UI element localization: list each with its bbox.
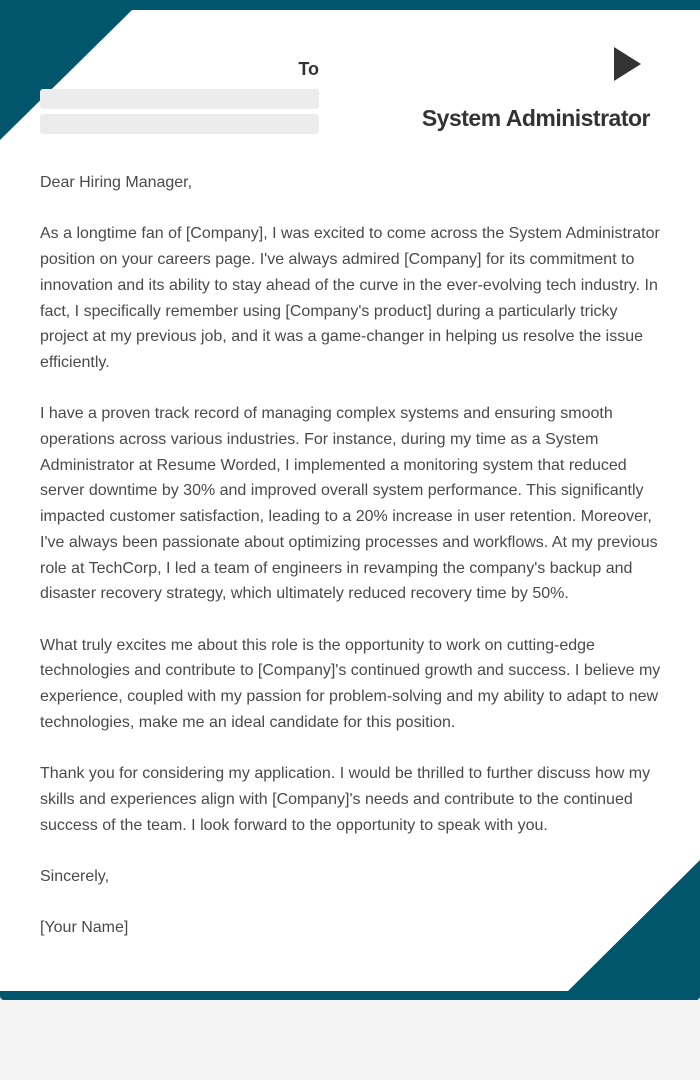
- paragraph-motivation: What truly excites me about this role is the opportunity to work on cutting-edge technologies and contribute to [Company]'s continued growth and success. I believe my experience, coupled with my passion for problem-solving and my ability to adapt to new technologies, make me an ideal candidate for this position.: [40, 636, 661, 731]
- recipient-address-placeholder-line-2: [40, 114, 319, 134]
- job-title: System Administrator: [421, 105, 650, 131]
- play-icon: [614, 47, 641, 81]
- salutation: Dear Hiring Manager,: [40, 174, 193, 191]
- paragraph-intro: As a longtime fan of [Company], I was excited to come across the System Administrator position on your careers page. I've always admired [Company] for its commitment to innovation and its ability to stay ahead of the curve in the ever-evolving tech industry. In fact, I specifically remember using [Company's product] during a particularly tricky project at my previous job, and it was a game-changer in helping us resolve the issue efficiently.: [40, 225, 660, 371]
- closing: Sincerely,: [40, 867, 110, 885]
- paragraph-experience: I have a proven track record of managing complex systems and ensuring smooth operations across various industries. For instance, during my time as a System Administrator at Resume Worded, I implemented a monitoring system that reduced server downtime by 30% and improved overall system performance. This significantly impacted customer satisfaction, leading to a 20% increase in user retention. Moreover, I've always been passionate about optimizing processes and workflows. At my previous role at TechCorp, I led a team of engineers in revamping the company's backup and disaster recovery strategy, which ultimately reduced recovery time by 50%.: [40, 405, 658, 603]
- bottom-accent-band: [0, 991, 700, 1000]
- letter-body: [40, 170, 668, 967]
- recipient-label: To: [298, 59, 319, 79]
- paragraph-closing: Thank you for considering my application. I would be thrilled to further discuss how my skills and experiences align with [Company]'s needs and contribute to the continued success of the team. I look forward to the opportunity to speak with you.: [40, 765, 651, 834]
- recipient-address-placeholder-line-1: [40, 89, 319, 109]
- signature: [Your Name]: [40, 919, 129, 937]
